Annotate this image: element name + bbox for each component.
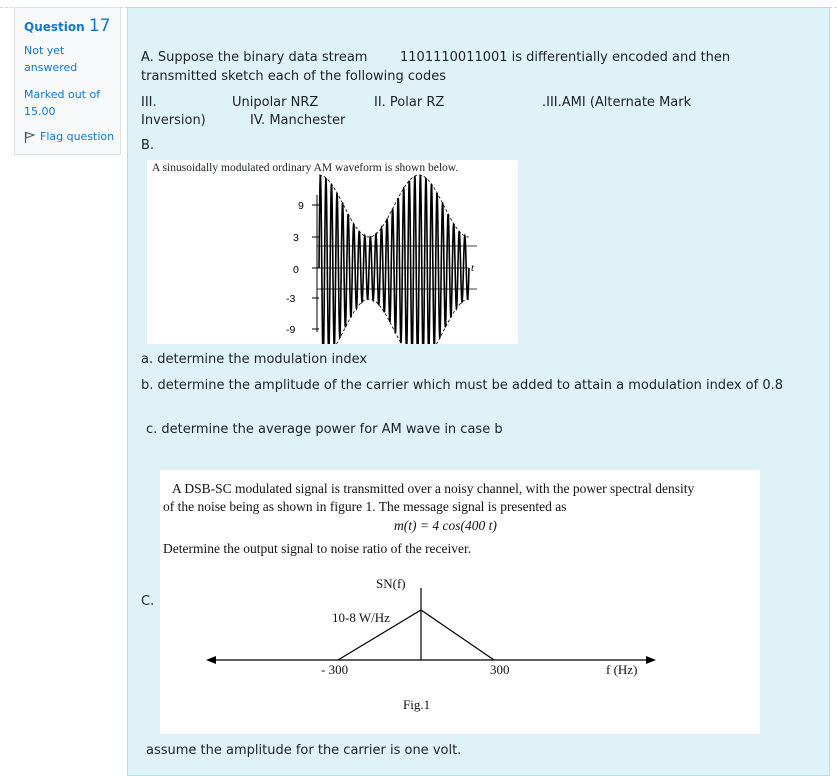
y-tick-neg9: -9 bbox=[286, 324, 296, 336]
dsb-line1: A DSB-SC modulated signal is transmitted over a noisy channel, with the power spectral density bbox=[172, 481, 695, 496]
y-tick-0: 0 bbox=[293, 264, 299, 276]
part-b-question-c: c. determine the average power for AM wave in case b bbox=[146, 422, 503, 437]
part-b-question-a: a. determine the modulation index bbox=[141, 352, 368, 367]
fig-1-label: Fig.1 bbox=[403, 697, 431, 712]
part-c-note: assume the amplitude for the carrier is one volt. bbox=[146, 743, 462, 758]
question-state: Not yet answered bbox=[24, 44, 78, 74]
code-item-iii: III. bbox=[141, 95, 157, 110]
psd-peak-label: 10-8 W/Hz bbox=[332, 610, 390, 625]
part-a-line2: transmitted sketch each of the following codes bbox=[141, 69, 447, 84]
part-b-label: B. bbox=[141, 138, 155, 153]
y-tick-neg3: -3 bbox=[286, 293, 296, 305]
flag-icon bbox=[24, 131, 35, 143]
am-waveform bbox=[319, 175, 469, 344]
question-grade: Marked out of 15.00 bbox=[24, 88, 101, 118]
dsb-line2: of the noise being as shown in figure 1. The message signal is presented as bbox=[163, 499, 567, 514]
code-polar-rz: II. Polar RZ bbox=[374, 95, 445, 110]
dsb-line3: Determine the output signal to noise ratio of the receiver. bbox=[163, 541, 472, 556]
am-figure-caption: A sinusoidally modulated ordinary AM waveform is shown below. bbox=[152, 162, 459, 174]
code-unipolar-nrz: Unipolar NRZ bbox=[232, 95, 319, 110]
part-c-label: C. bbox=[141, 594, 155, 609]
flag-question-label: Flag question bbox=[40, 130, 115, 143]
part-a-stream: 1101110011001 is differentially encoded and then bbox=[400, 50, 731, 65]
t-axis-label: t bbox=[471, 262, 475, 274]
psd-label: SN(f) bbox=[376, 576, 406, 591]
code-manchester: IV. Manchester bbox=[250, 113, 346, 128]
y-tick-3: 3 bbox=[293, 232, 299, 244]
freq-axis-label: f (Hz) bbox=[606, 662, 638, 677]
dsb-sc-figure bbox=[160, 470, 760, 734]
am-waveform-figure bbox=[147, 160, 518, 344]
flag-question-link[interactable] bbox=[24, 130, 114, 143]
y-tick-9: 9 bbox=[298, 200, 304, 212]
part-a-line1: A. Suppose the binary data stream bbox=[141, 50, 368, 65]
question-number: Question 17 bbox=[24, 16, 111, 36]
question-info-panel bbox=[14, 7, 121, 155]
left-freq-tick: - 300 bbox=[321, 662, 349, 677]
code-ami: .III.AMI (Alternate Mark bbox=[542, 95, 692, 110]
code-ami-cont: Inversion) bbox=[141, 113, 206, 128]
message-equation: m(t) = 4 cos(400 t) bbox=[394, 518, 497, 533]
right-freq-tick: 300 bbox=[490, 662, 510, 677]
part-b-question-b: b. determine the amplitude of the carrier which must be added to attain a modulation index of 0.8 bbox=[141, 378, 783, 393]
